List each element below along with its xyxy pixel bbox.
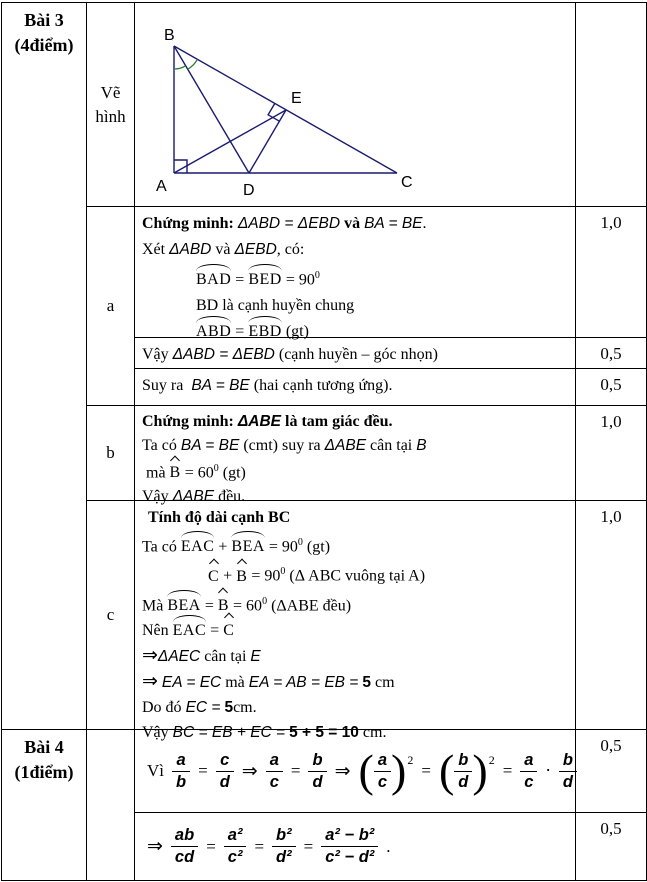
- denominator: c: [377, 772, 388, 791]
- text: Xét: [142, 241, 166, 258]
- vertex-label-B: B: [164, 27, 175, 44]
- math-text: EC =: [185, 698, 221, 716]
- math-text: BA = BE: [191, 377, 250, 394]
- math-text: BA = BE: [180, 436, 240, 454]
- scoring-table: [1, 2, 647, 881]
- fraction: [520, 751, 537, 792]
- text: (cmt) suy ra: [243, 436, 321, 454]
- points-value: 1,0: [600, 213, 622, 232]
- denominator: b: [176, 772, 187, 791]
- vertex-label-A: A: [156, 178, 167, 195]
- operator: =: [254, 836, 265, 856]
- denominator: d: [458, 772, 469, 791]
- operator: =: [421, 761, 431, 780]
- statement-line: [142, 530, 569, 559]
- exponent: 2: [488, 752, 495, 767]
- fraction: [224, 826, 247, 867]
- fraction: [454, 751, 472, 792]
- part-c-label: c: [106, 605, 115, 624]
- fraction: [266, 751, 283, 792]
- numerator: c: [216, 751, 234, 772]
- denominator: d: [312, 772, 323, 791]
- statement-line: [142, 589, 569, 618]
- text: và: [215, 241, 231, 258]
- operator: =: [204, 596, 214, 614]
- statement-line: [142, 373, 569, 399]
- vertex-label-C: C: [401, 174, 413, 191]
- bai4-total-points: (1điểm): [14, 762, 74, 782]
- denominator: d: [219, 772, 230, 791]
- math-text: ΔAEC: [157, 647, 201, 665]
- bai4-row2-formula: [135, 813, 576, 880]
- bai4-sub-label-cell: [87, 730, 135, 880]
- text: , có:: [276, 241, 305, 258]
- text: (gt): [285, 323, 309, 341]
- points-cell: [576, 406, 646, 501]
- squared-fraction-group: ( $\frac{b}{d}$ ) $^2$: [438, 745, 495, 796]
- text: Vì: [147, 761, 164, 780]
- claim-heading: Tính độ dài cạnh BC: [148, 509, 291, 526]
- text: Ta có: [142, 436, 177, 454]
- claim-heading: Chứng minh:: [142, 215, 234, 232]
- vertex-label-E: E: [291, 90, 302, 107]
- text: Nên: [142, 621, 169, 639]
- bold-text: là tam giác đều.: [285, 413, 393, 430]
- angle-name-with-arc: BEA: [231, 534, 265, 559]
- fraction: [171, 826, 198, 867]
- points-value: 0,5: [600, 819, 622, 838]
- value: = 60: [233, 596, 263, 614]
- bai4-row1-formula: [135, 730, 576, 813]
- statement-line: [142, 695, 569, 720]
- angle-name-with-arc: EBD: [248, 319, 282, 345]
- points-value: 1,0: [600, 412, 622, 431]
- points-value: 0,5: [600, 375, 622, 394]
- angle-name-with-arc: EAC: [181, 534, 215, 559]
- figure-points-cell: [576, 3, 646, 207]
- claim-heading: Chứng minh:: [142, 413, 234, 430]
- denominator: d²: [276, 848, 292, 866]
- value: = 90: [268, 538, 298, 556]
- text: (gt): [306, 538, 331, 556]
- text: Suy ra: [142, 377, 184, 394]
- part-a-result-cell: [135, 369, 576, 406]
- implies-arrow: ⇒: [241, 760, 258, 782]
- angle-arc-DBE: [188, 59, 198, 69]
- numerator: a: [266, 751, 283, 772]
- math-text: E: [250, 647, 261, 665]
- value: = 90: [251, 567, 281, 585]
- number: 5: [362, 673, 371, 691]
- points-cell: [576, 369, 646, 406]
- operator: =: [235, 323, 245, 341]
- math-text: ΔABE: [172, 487, 215, 505]
- numerator: ab: [171, 826, 198, 847]
- operator: =: [235, 271, 245, 289]
- math-text: BA = BE: [364, 215, 423, 232]
- numerator: a: [520, 751, 537, 772]
- fraction: [559, 751, 577, 792]
- operator: =: [210, 621, 220, 639]
- denominator: c²: [227, 848, 243, 866]
- numerator: a: [172, 751, 190, 772]
- draw-figure-label-cell: [87, 3, 135, 207]
- number: 5: [224, 698, 234, 716]
- angle-letter-with-hat: B: [170, 461, 181, 485]
- multiply-dot: ⋅: [545, 761, 551, 780]
- denominator: cd: [174, 848, 195, 866]
- fraction: [216, 751, 234, 792]
- denominator: c: [269, 772, 279, 791]
- text: Vậy: [142, 346, 169, 363]
- text: cân tại: [204, 647, 247, 665]
- part-a-proof-cell: [135, 207, 576, 341]
- unit: cm: [374, 673, 395, 691]
- statement-line: [142, 237, 569, 263]
- part-a-label-cell: [87, 207, 135, 406]
- part-b-proof-cell: [135, 406, 576, 505]
- part-a-label: a: [106, 296, 115, 315]
- equal-angle-arcs-B: [174, 59, 197, 69]
- angle-name-with-arc: BEA: [167, 593, 201, 618]
- punctuation: .: [422, 215, 427, 232]
- math-text: ΔABE: [237, 413, 281, 430]
- part-c-solution-cell: [135, 501, 576, 741]
- numerator: a: [374, 751, 391, 772]
- angle-name-with-arc: ABD: [196, 319, 231, 345]
- math-text: EA = EC: [161, 673, 222, 691]
- superscript: 0: [314, 270, 320, 281]
- text: cân tại: [370, 436, 413, 454]
- implies-arrow: ⇒: [334, 760, 351, 782]
- fraction: [308, 751, 326, 792]
- exponent: 2: [407, 752, 414, 767]
- numerator: b: [308, 751, 326, 772]
- numerator: a² − b²: [321, 826, 378, 847]
- figure-cell: [135, 3, 576, 207]
- math-text: B: [416, 436, 427, 454]
- triangle-lines: [174, 46, 397, 173]
- statement-line: [142, 342, 569, 368]
- triangle-figure: [135, 3, 575, 205]
- points-cell: [576, 501, 646, 730]
- segment-DE: [249, 110, 286, 173]
- operator: =: [198, 761, 208, 780]
- text: (gt): [222, 464, 246, 482]
- implies-arrow: ⇒: [142, 670, 158, 692]
- operator: +: [218, 538, 228, 556]
- angle-name-with-arc: BED: [248, 267, 282, 293]
- statement-line: [142, 434, 569, 458]
- math-text: ΔABD = ΔEBD: [172, 346, 275, 363]
- draw-label-line1: Vẽ: [100, 82, 121, 102]
- math-text: EA = AB = EB =: [248, 673, 359, 691]
- points-cell: [576, 207, 646, 338]
- bai4-title: Bài 4: [24, 737, 64, 757]
- statement-line: [142, 643, 569, 669]
- value: = 90: [285, 271, 315, 289]
- text: Mà: [142, 596, 164, 614]
- statement-line: [142, 263, 569, 293]
- text: BD là cạnh huyền chung: [196, 297, 355, 315]
- angle-arc-ABD: [174, 66, 186, 69]
- squared-fraction-group: ( $\frac{a}{c}$ ) $^2$: [358, 745, 414, 796]
- number: 5 + 5 = 10: [289, 723, 359, 741]
- operator: =: [290, 761, 301, 780]
- angle-name-with-arc: EAC: [173, 618, 207, 643]
- text: (Δ ABC vuông tại A): [289, 567, 426, 585]
- angle-letter-with-hat: C: [208, 564, 219, 589]
- value: = 60: [184, 464, 214, 482]
- denominator: c: [524, 772, 534, 791]
- points-cell: [576, 338, 646, 369]
- superscript: 0: [213, 463, 219, 474]
- text: mà: [146, 464, 166, 482]
- angle-letter-with-hat: B: [218, 593, 229, 618]
- statement-line: [142, 618, 569, 643]
- segment-BD: [174, 46, 249, 173]
- math-text: ΔABD = ΔEBD: [237, 215, 341, 232]
- superscript: 0: [262, 595, 268, 607]
- points-value: 0,5: [600, 736, 622, 755]
- statement-line: [142, 293, 569, 319]
- angle-name-with-arc: BAD: [196, 267, 231, 293]
- numerator: b: [454, 751, 472, 772]
- numerator: a²: [224, 826, 247, 847]
- text: Vậy: [142, 487, 169, 505]
- fraction: [374, 751, 391, 792]
- vertex-label-D: D: [243, 182, 255, 199]
- bai3-label-cell: [2, 3, 87, 730]
- statement-line: [142, 505, 569, 530]
- fraction: [172, 751, 190, 792]
- text: mà: [225, 673, 245, 691]
- text: (ΔABE đều): [271, 596, 352, 614]
- fraction: [321, 826, 378, 867]
- denominator: d: [562, 772, 573, 791]
- points-value: 1,0: [600, 507, 622, 526]
- implies-arrow: ⇒: [142, 644, 158, 666]
- segment-AE: [174, 110, 286, 173]
- text: Ta có: [142, 538, 177, 556]
- statement-line: [142, 410, 569, 434]
- unit: cm.: [233, 698, 257, 716]
- numerator: b: [559, 751, 577, 772]
- superscript: 0: [297, 537, 303, 548]
- operator: +: [223, 567, 233, 585]
- punctuation: .: [386, 836, 391, 856]
- text: Vậy: [142, 723, 169, 741]
- operator: =: [206, 836, 216, 856]
- statement-line: [142, 669, 569, 695]
- bai3-title: Bài 3: [24, 10, 64, 30]
- operator: =: [303, 836, 314, 856]
- math-text: ΔEBD: [234, 241, 277, 258]
- part-c-label-cell: [87, 501, 135, 730]
- text: (cạnh huyền – góc nhọn): [278, 346, 438, 363]
- draw-label-line2: hình: [95, 106, 126, 126]
- fraction: [272, 826, 296, 867]
- part-b-label: b: [106, 443, 115, 462]
- points-cell: [576, 730, 646, 813]
- statement-line: [142, 211, 569, 237]
- denominator: c² − d²: [325, 848, 375, 866]
- text: (hai cạnh tương ứng).: [253, 377, 393, 394]
- bai4-label-cell: [2, 730, 87, 880]
- numerator: b²: [272, 826, 296, 847]
- bold-text: và: [344, 215, 361, 232]
- statement-line: [142, 457, 569, 485]
- operator: =: [502, 761, 513, 780]
- math-text: ΔABE: [324, 436, 367, 454]
- implies-arrow: ⇒: [147, 836, 163, 857]
- unit: cm.: [362, 723, 387, 741]
- text: đều.: [218, 487, 246, 505]
- math-text: BC = EB + EC =: [172, 723, 286, 741]
- angle-letter-with-hat: C: [223, 618, 234, 643]
- angle-letter-with-hat: B: [236, 564, 247, 589]
- superscript: 0: [280, 566, 286, 578]
- part-b-label-cell: [87, 406, 135, 501]
- points-value: 0,5: [600, 344, 622, 363]
- points-cell: [576, 813, 646, 880]
- statement-line: [142, 559, 569, 588]
- math-text: ΔABD: [169, 241, 212, 258]
- bai3-total-points: (4điểm): [14, 35, 74, 55]
- text: Do đó: [142, 698, 182, 716]
